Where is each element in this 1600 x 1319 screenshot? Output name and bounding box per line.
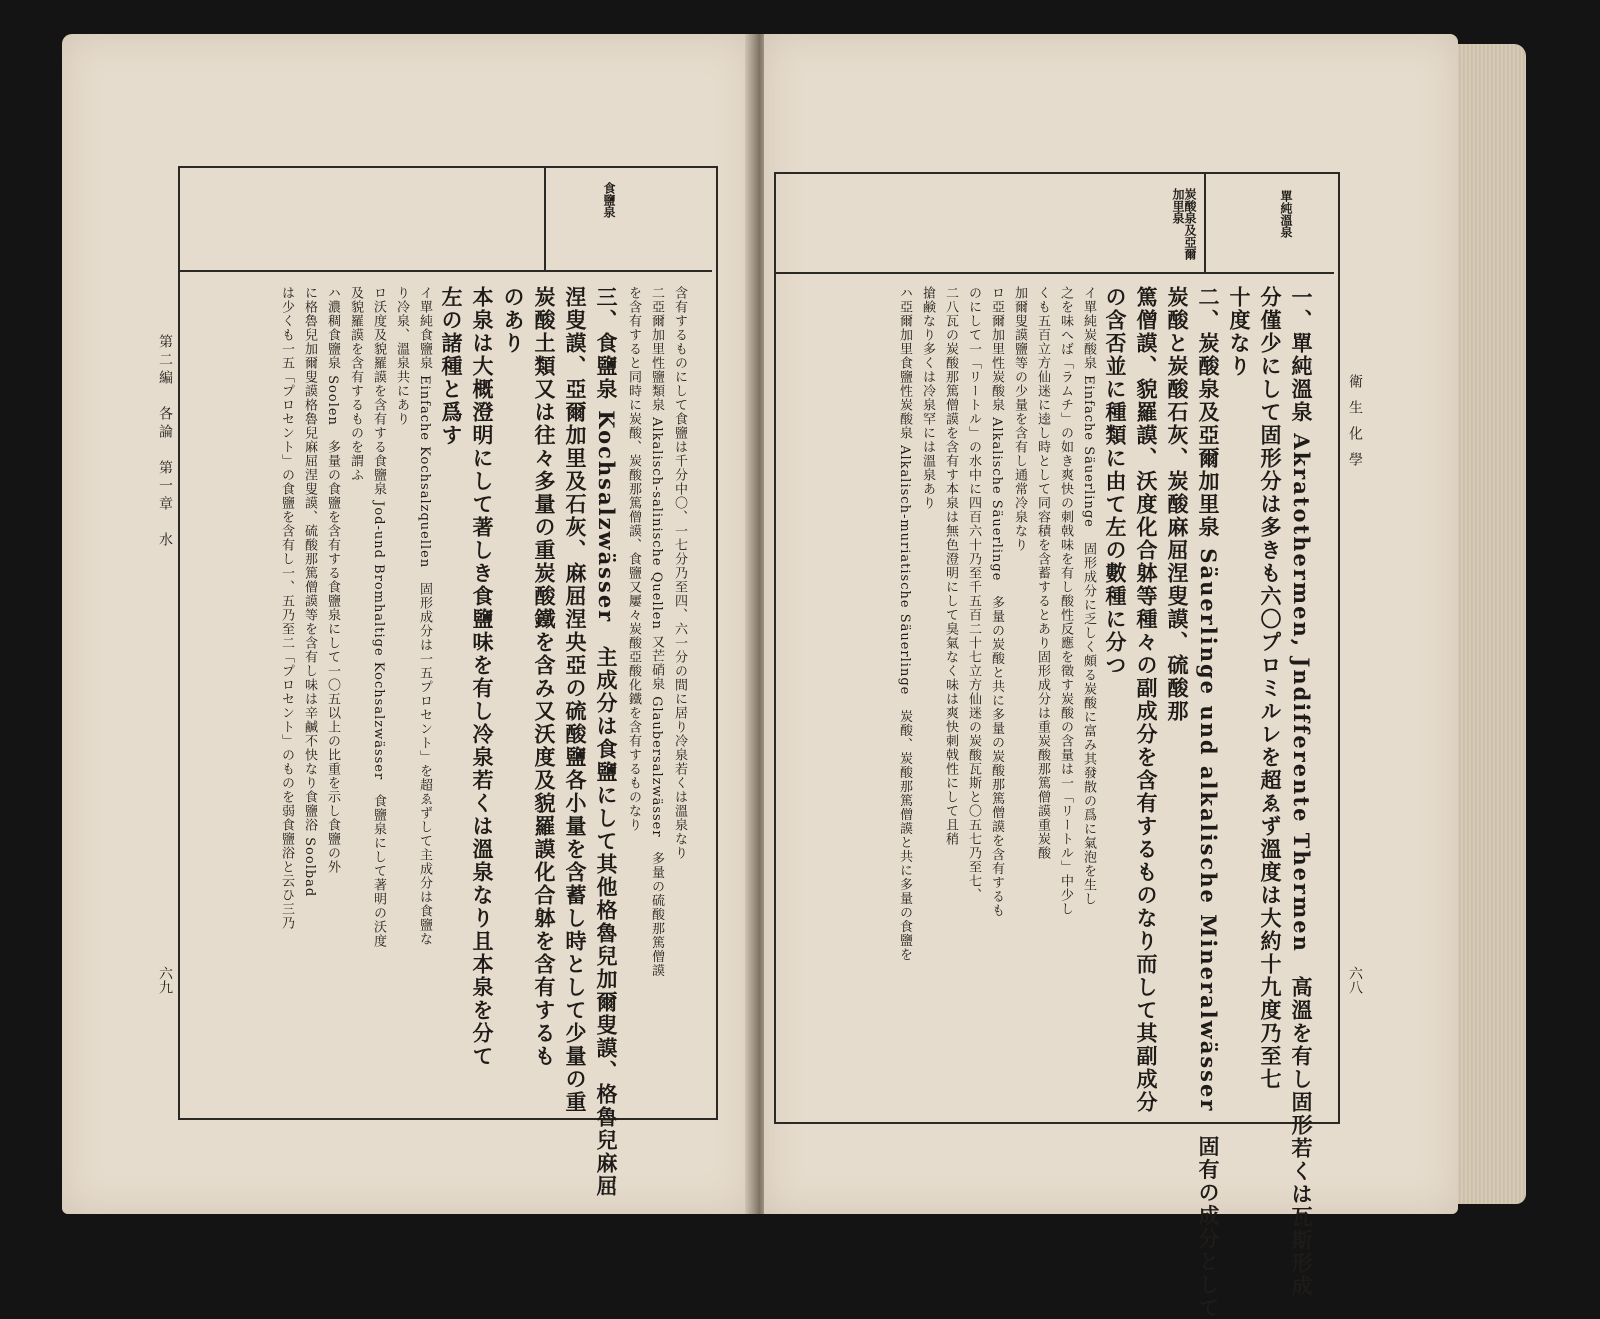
page-edges: [1458, 44, 1526, 1204]
text-line: は少くも一五「プロセント」の食鹽を含有し一、五乃至二「プロセント」のものを弱食鹽浴と云ひ三乃: [279, 286, 294, 930]
text-line: を含有すると同時に炭酸、炭酸那篤僧謨、食鹽又屢々炭酸亞酸化鐵を含有するものなり: [626, 286, 641, 832]
text-line: イ單純食鹽泉 Einfache Kochsalzquellen 固形成分は一五プロセント」を超ゑずして主成分は食鹽な: [417, 286, 432, 947]
text-line: 涅叟謨、亞爾加里及石灰、麻屈涅央亞の硫酸鹽各小量を含蓄し時として少量の重: [563, 286, 588, 1114]
text-line: 十度なり: [1227, 286, 1252, 378]
text-line: 二、炭酸泉及亞爾加里泉 Säuerlinge und alkalische Mineralwässer 固有の成分として: [1196, 286, 1221, 1319]
text-line: 一、單純溫泉 Akratothermen, Jndifferente Thermen 高溫を有し固形若くは瓦斯形成: [1289, 286, 1314, 1298]
text-line: のあり: [501, 286, 526, 355]
text-line: ハ濃稠食鹽泉 Soolen 多量の食鹽を含有する食鹽泉にして一〇五以上の比重を示し食鹽の外: [325, 286, 340, 874]
text-line: 之を味へば「ラムチ」の如き爽快の刺戟味を有し酸性反應を徵す炭酸の含量は一「リートル」中少し: [1058, 286, 1073, 916]
text-line: 搶鹸なり多くは冷泉罕には溫泉あり: [920, 286, 935, 510]
text-line: 加爾叟謨鹽等の少量を含有し通常冷泉なり: [1012, 286, 1027, 552]
right-page: [764, 34, 1458, 1319]
right-page-frame: [774, 172, 1340, 1319]
text-line: イ單純炭酸泉 Einfache Säuerlinge 固形成分に乏しく頗る炭酸に富み其發散の爲に氣泡を生し: [1081, 286, 1096, 906]
left-header-rule: [180, 270, 712, 272]
right-header-rule: [776, 272, 1334, 274]
text-line: 三、食鹽泉 Kochsalzwässer 主成分は食鹽にして其他格魯兒加爾叟謨、格魯兒麻屈: [594, 286, 619, 1199]
text-line: 及貌羅謨を含有するものを謂ふ: [348, 286, 363, 482]
text-line: 二八瓦の炭酸那篤僧謨を含有す本泉は無色澄明にして臭氣なく味は爽快刺戟性にして且稍: [943, 286, 958, 846]
text-line: 分僅少にして固形分は多きも六〇プロミルレを超ゑず溫度は大約十九度乃至七: [1258, 286, 1283, 1091]
text-line: ロ亞爾加里性炭酸泉 Alkalische Säuerlinge 多量の炭酸と共に多量の炭酸那篤僧謨を含有するも: [989, 286, 1004, 918]
right-marginal-heading-1: 單純溫泉: [1279, 190, 1293, 238]
left-marginal-heading: 食鹽泉: [602, 182, 616, 218]
text-line: り冷泉、溫泉共にあり: [394, 286, 409, 426]
text-line: くも五百立方仙迷に逵し時として同容積を含蓄するとあり固形成分は重炭酸那篤僧謨重炭酸: [1035, 286, 1050, 860]
text-line: に格魯兒加爾叟謨格魯兒麻屈涅叟謨、硫酸那篤僧謨等を含有し味は辛鹹不快なり食鹽浴 Soolbad: [302, 286, 317, 898]
left-page: [62, 34, 752, 1214]
right-page-number: 六八: [1347, 966, 1363, 994]
right-header-divider: [1204, 174, 1206, 272]
text-line: 篤僧謨、貌羅謨、沃度化合躰等種々の副成分を含有するものなり而して其副成分: [1134, 286, 1159, 1114]
text-line: 二亞爾加里性鹽類泉 Alkalisch-salinische Quellen 又芒硝泉 Glaubersalzwässer 多量の硫酸那篤僧謨: [649, 286, 664, 978]
text-line: のにして一「リートル」の水中に四百六十乃至千五百二十七立方仙迷の炭酸瓦斯と〇五七乃至七、: [966, 286, 981, 902]
right-marginal-heading-2: 炭酸泉及亞爾加里泉: [1171, 188, 1197, 260]
right-running-head: 衛生化學: [1347, 374, 1363, 478]
text-line: の含否並に種類に由て左の數種に分つ: [1103, 286, 1128, 677]
text-line: ロ沃度及貌羅謨を含有する食鹽泉 Jod-und Bromhaltige Kochsalzwässer 食鹽泉にして著明の沃度: [371, 286, 386, 949]
open-book: [62, 34, 1538, 1319]
left-header-divider: [544, 168, 546, 270]
text-line: 炭酸と炭酸石灰、炭酸麻屈涅叟謨、硫酸那: [1165, 286, 1190, 723]
text-line: 炭酸土類又は往々多量の重炭酸鐵を含み又沃度及貌羅謨化合躰を含有するも: [532, 286, 557, 1068]
text-line: ハ亞爾加里食鹽性炭酸泉 Alkalisch-muriatische Säuerlinge 炭酸、炭酸那篤僧謨と共に多量の食鹽を: [897, 286, 912, 962]
left-running-head: 第二編 各論 第一章 水: [157, 334, 173, 550]
text-line: 左の諸種と爲す: [439, 286, 464, 447]
left-page-number: 六九: [157, 966, 173, 994]
text-line: 本泉は大概澄明にして著しき食鹽味を有し冷泉若くは溫泉なり且本泉を分て: [470, 286, 495, 1068]
text-line: 含有するものにして食鹽は千分中〇、一七分乃至四、六一分の間に居り冷泉若くは溫泉なり: [672, 286, 687, 860]
